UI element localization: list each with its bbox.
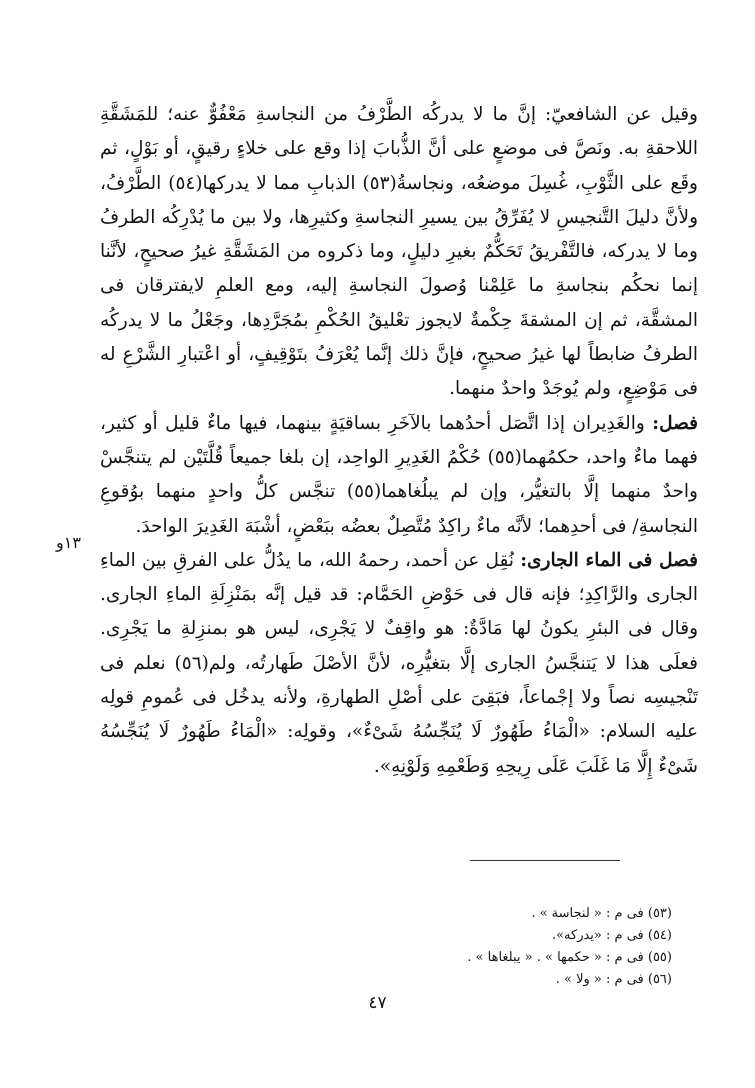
page-number: ٤٧ [368, 993, 387, 1013]
paragraph-heading: فصل فى الماء الجارى: [520, 549, 699, 571]
footnotes [300, 903, 672, 991]
paragraph-1 [100, 98, 698, 407]
paragraph-text: نُقِل عن أحمد، رحمهُ الله، ما يدُلُّ على الفرقِ بين الماءِ الجارى والرَّاكِدِ؛ فإنه قال فى حَوْضِ الحَمَّام: قد قيل إنَّه بمَنْزِلَةِ الماءِ الجارى. وقال فى البئرِ يكونُ لها مَادَّةٌ: هو واقِفٌ لا يَجْرِى، ليس هو بمنزِلةِ ما يَجْرِى. فعلَى هذا لا يَتنجَّسُ الجارى إلَّا بتغيُّرِه، لأنَّ الأصْلَ طَهارتُه، ولم(٥٦) نعلم فى تَنْجيسِه نصاً ولا إجْماعاً، فبَقِىَ على أصْلِ الطهارةِ، ولأنه يدخُل فى عُمومِ قولِه عليه السلام: «الْمَاءُ طَهُورٌ لَا يُنَجِّسُهُ شَىْءٌ»، وقولِه: «الْمَاءُ طَهُورٌ لَا يُنَجِّسُهُ شَىْءٌ إِلَّا مَا غَلَبَ عَلَى رِيحِهِ وَطَعْمِهِ وَلَوْنِهِ». [100, 549, 698, 777]
footnote-53: (٥٣) فى م : « لنجاسة » . [531, 906, 672, 921]
footnote-54: (٥٤) فى م : «يدركه». [551, 928, 672, 943]
paragraph-text: والغَدِيران إذا اتَّصَل أحدُهما بالآخَرِ بساقيَةٍ بينهما، فيها ماءٌ قليل أو كثير، فهما ماءٌ واحد، حكمُهما(٥٥) حُكْمُ الغَدِيرِ الواحِد، إن بلغا جميعاً قُلَّتَيْن لم يتنجَّسْ واحدٌ منهما إلَّا بالتغيُّر، وإن لم يبلُغاهما(٥٥) تنجَّس كلُّ واحدٍ منهما بوُقوعِ النجاسةِ/ فى أحدِهما؛ لأنَّه ماءٌ راكِدٌ مُتَّصِلٌ بعضُه ببَعْضٍ، أشْبَهَ الغَدِيرَ الواحدَ. [100, 412, 698, 537]
footnote-56: (٥٦) فى م : « ولا » . [555, 972, 672, 987]
paragraph-3 [100, 544, 698, 784]
footnote-divider [470, 860, 620, 861]
margin-folio-note: ١٣و [56, 533, 81, 552]
footnote-55: (٥٥) فى م : « حكمها » . « يبلغاها » . [467, 950, 672, 965]
main-text [100, 98, 698, 784]
paragraph-heading: فصل: [652, 412, 698, 434]
paragraph-2 [100, 407, 698, 544]
paragraph-text: وقيل عن الشافعيّ: إنَّ ما لا يدركُه الطَّرْفُ من النجاسةِ مَعْفُوٌّ عنه؛ للمَشَقَّةِ اللاحقةِ به. ونَصَّ فى موضعٍ على أنَّ الذُّبابَ إذا وقع على خلاءٍ رقيقٍ، أو بَوْلٍ، ثم وقَع على الثَّوْبِ، غُسِلَ موضعُه، ونجاسةُ(٥٣) الذبابِ مما لا يدركها(٥٤) الطَّرْفُ، ولأنَّ دليلَ التَّنجيسِ لا يُفَرِّقُ بين يسيرِ النجاسةِ وكثيرِها، ولا بين ما يُدْرِكُه الطرفُ وما لا يدركه، فالتَّفْريقُ تَحَكُّمٌ بغيرِ دليلٍ، وما ذكروه من المَشَقَّةِ غيرُ صحيحٍ، لأنَّنا إنما نحكُم بنجاسةِ ما عَلِمْنا وُصولَ النجاسةِ إليه، ومع العلمِ لايفترقان فى المشقَّة، ثم إن المشقةَ حِكْمةٌ لايجوز تعْليقُ الحُكْمِ بمُجَرَّدِها، وجَعْلُ ما لا يدركُه الطرفُ ضابطاً لها غيرُ صحيحٍ، فإنَّ ذلك إنَّما يُعْرَفُ بتَوْقِيفٍ، أو اعْتبارِ الشَّرْعِ له فى مَوْضِعٍ، ولم يُوجَدْ واحدٌ منهما. [100, 104, 698, 400]
